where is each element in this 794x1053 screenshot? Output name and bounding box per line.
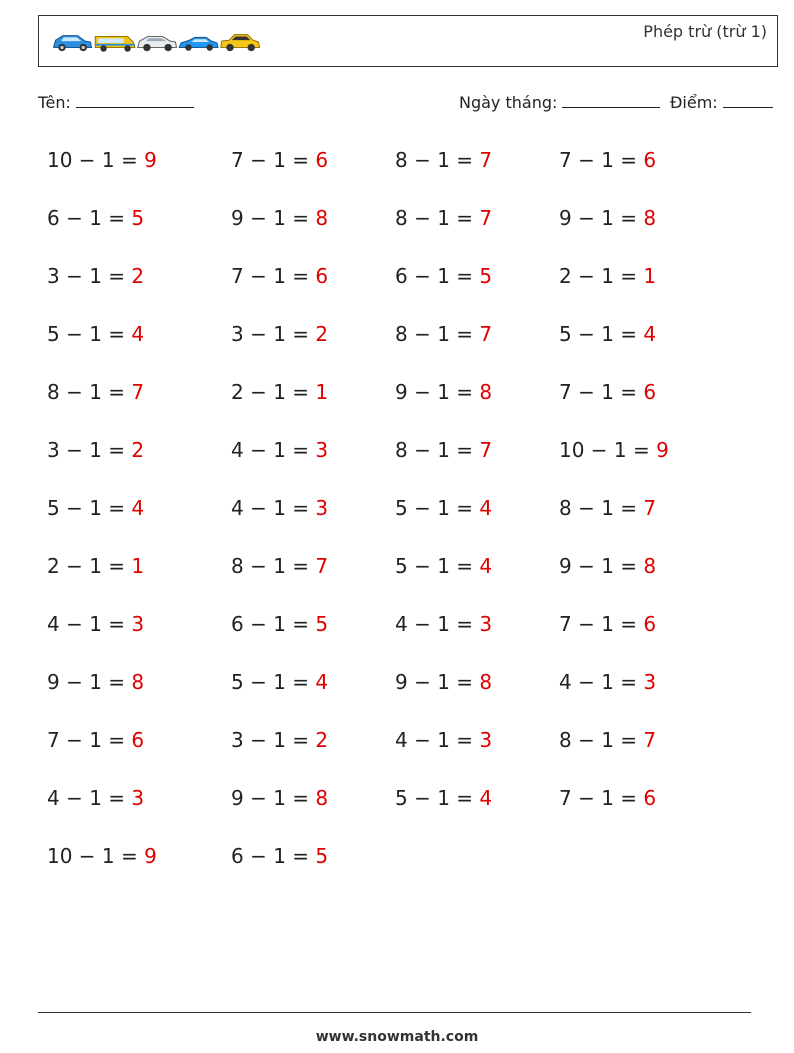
problem-item	[559, 322, 656, 346]
problem-answer: 7	[131, 380, 145, 404]
problem-item	[395, 148, 492, 172]
problem-question: 6 − 1 =	[47, 206, 132, 230]
problem-item	[559, 728, 656, 752]
problem-answer: 4	[131, 496, 145, 520]
problem-item	[559, 612, 656, 636]
problem-question: 3 − 1 =	[231, 728, 316, 752]
problem-answer: 4	[479, 554, 493, 578]
problem-question: 4 − 1 =	[395, 728, 480, 752]
problem-answer: 6	[643, 786, 657, 810]
problem-item	[47, 554, 144, 578]
problem-item	[47, 322, 144, 346]
footer-website: www.snowmath.com	[315, 1029, 479, 1045]
problem-item	[395, 496, 492, 520]
problem-answer: 9	[144, 844, 157, 868]
problem-question: 8 − 1 =	[395, 206, 480, 230]
problem-item	[231, 728, 328, 752]
problem-answer: 2	[315, 322, 329, 346]
problem-answer: 7	[315, 554, 329, 578]
problem-answer: 1	[643, 264, 657, 288]
problem-question: 8 − 1 =	[395, 148, 480, 172]
problem-item	[559, 206, 656, 230]
problem-question: 8 − 1 =	[231, 554, 316, 578]
problem-answer: 3	[131, 786, 145, 810]
problem-answer: 8	[315, 786, 329, 810]
problem-answer: 8	[479, 670, 493, 694]
problem-item	[231, 438, 328, 462]
problem-item	[395, 612, 492, 636]
problem-item	[395, 206, 492, 230]
problem-item	[559, 496, 656, 520]
problem-item	[47, 496, 144, 520]
problem-item	[47, 380, 144, 404]
problem-answer: 8	[479, 380, 493, 404]
problem-answer: 6	[643, 380, 657, 404]
problem-question: 7 − 1 =	[231, 148, 316, 172]
problem-answer: 8	[643, 554, 657, 578]
problem-answer: 8	[315, 206, 329, 230]
problem-answer: 3	[131, 612, 145, 636]
problem-answer: 7	[643, 496, 657, 520]
problem-question: 9 − 1 =	[395, 670, 480, 694]
problem-answer: 6	[315, 148, 329, 172]
problem-item	[47, 438, 144, 462]
score-label: Điểm:	[670, 93, 718, 112]
problem-answer: 1	[131, 554, 145, 578]
problem-answer: 7	[479, 148, 493, 172]
problem-question: 5 − 1 =	[231, 670, 316, 694]
problem-item	[47, 728, 144, 752]
problem-item	[559, 264, 656, 288]
problem-answer: 6	[315, 264, 329, 288]
footer-divider	[38, 1012, 751, 1013]
problem-question: 8 − 1 =	[559, 728, 644, 752]
problem-question: 4 − 1 =	[47, 786, 132, 810]
problem-answer: 3	[315, 438, 329, 462]
problem-item	[395, 380, 492, 404]
problem-question: 10 − 1 =	[559, 438, 657, 462]
problem-question: 7 − 1 =	[559, 148, 644, 172]
problem-answer: 3	[479, 612, 493, 636]
problem-question: 8 − 1 =	[47, 380, 132, 404]
problem-answer: 2	[315, 728, 329, 752]
problem-question: 3 − 1 =	[231, 322, 316, 346]
problem-answer: 5	[479, 264, 493, 288]
problem-answer: 1	[315, 380, 329, 404]
problem-answer: 8	[131, 670, 145, 694]
problem-answer: 4	[131, 322, 145, 346]
problem-item	[231, 206, 328, 230]
problem-item	[395, 264, 492, 288]
problem-answer: 2	[131, 264, 145, 288]
problem-answer: 5	[315, 612, 329, 636]
problem-answer: 5	[315, 844, 329, 868]
problem-question: 5 − 1 =	[47, 496, 132, 520]
problem-answer: 6	[643, 612, 657, 636]
problem-item	[47, 670, 144, 694]
problem-item	[231, 786, 328, 810]
problem-answer: 4	[479, 786, 493, 810]
problem-answer: 4	[479, 496, 493, 520]
problem-question: 5 − 1 =	[395, 496, 480, 520]
problem-question: 8 − 1 =	[559, 496, 644, 520]
problem-item	[47, 264, 144, 288]
problem-question: 9 − 1 =	[559, 554, 644, 578]
name-label: Tên:	[38, 93, 71, 112]
worksheet-title: Phép trừ (trừ 1)	[643, 22, 767, 41]
problem-answer: 6	[643, 148, 657, 172]
problem-question: 7 − 1 =	[231, 264, 316, 288]
problem-question: 10 − 1 =	[47, 148, 145, 172]
problem-answer: 8	[643, 206, 657, 230]
problem-item	[559, 670, 656, 694]
problem-answer: 4	[643, 322, 657, 346]
problem-question: 6 − 1 =	[231, 844, 316, 868]
problem-item	[47, 612, 144, 636]
problem-item	[47, 844, 157, 868]
problem-item	[559, 786, 656, 810]
problem-item	[231, 264, 328, 288]
problem-item	[47, 148, 157, 172]
problem-question: 4 − 1 =	[231, 438, 316, 462]
problem-question: 9 − 1 =	[47, 670, 132, 694]
problem-question: 9 − 1 =	[559, 206, 644, 230]
problem-item	[231, 380, 328, 404]
problem-question: 9 − 1 =	[231, 786, 316, 810]
problem-item	[559, 380, 656, 404]
problem-question: 9 − 1 =	[231, 206, 316, 230]
problem-question: 4 − 1 =	[231, 496, 316, 520]
problem-item	[395, 554, 492, 578]
date-label: Ngày tháng:	[459, 93, 558, 112]
problem-item	[395, 438, 492, 462]
problem-question: 5 − 1 =	[395, 786, 480, 810]
problem-answer: 3	[643, 670, 657, 694]
problem-answer: 6	[131, 728, 145, 752]
problem-item	[231, 844, 328, 868]
problem-answer: 3	[315, 496, 329, 520]
problem-item	[559, 438, 669, 462]
problem-item	[231, 322, 328, 346]
problem-item	[559, 554, 656, 578]
problem-question: 4 − 1 =	[559, 670, 644, 694]
problem-answer: 7	[479, 322, 493, 346]
problem-question: 7 − 1 =	[559, 380, 644, 404]
problem-answer: 7	[479, 438, 493, 462]
problem-question: 2 − 1 =	[47, 554, 132, 578]
problem-question: 4 − 1 =	[47, 612, 132, 636]
problem-item	[231, 612, 328, 636]
problem-item	[231, 148, 328, 172]
problem-question: 7 − 1 =	[559, 786, 644, 810]
problem-item	[47, 786, 144, 810]
problem-question: 2 − 1 =	[559, 264, 644, 288]
problem-question: 7 − 1 =	[47, 728, 132, 752]
problem-answer: 4	[315, 670, 329, 694]
problem-answer: 5	[131, 206, 145, 230]
problem-answer: 3	[479, 728, 493, 752]
problem-question: 10 − 1 =	[47, 844, 145, 868]
problem-question: 2 − 1 =	[231, 380, 316, 404]
problem-item	[395, 728, 492, 752]
problem-question: 5 − 1 =	[395, 554, 480, 578]
problem-question: 3 − 1 =	[47, 264, 132, 288]
problem-question: 7 − 1 =	[559, 612, 644, 636]
problem-answer: 9	[144, 148, 157, 172]
problem-item	[231, 670, 328, 694]
problem-question: 8 − 1 =	[395, 322, 480, 346]
problem-answer: 7	[479, 206, 493, 230]
problem-question: 4 − 1 =	[395, 612, 480, 636]
problem-question: 5 − 1 =	[47, 322, 132, 346]
problem-item	[395, 786, 492, 810]
problem-item	[231, 554, 328, 578]
problem-answer: 9	[656, 438, 669, 462]
problem-item	[47, 206, 144, 230]
problem-answer: 2	[131, 438, 145, 462]
problem-question: 8 − 1 =	[395, 438, 480, 462]
problem-question: 5 − 1 =	[559, 322, 644, 346]
problem-item	[395, 670, 492, 694]
problem-question: 3 − 1 =	[47, 438, 132, 462]
problem-item	[231, 496, 328, 520]
problem-question: 6 − 1 =	[231, 612, 316, 636]
problem-item	[559, 148, 656, 172]
problem-question: 9 − 1 =	[395, 380, 480, 404]
problem-answer: 7	[643, 728, 657, 752]
problem-question: 6 − 1 =	[395, 264, 480, 288]
problem-item	[395, 322, 492, 346]
